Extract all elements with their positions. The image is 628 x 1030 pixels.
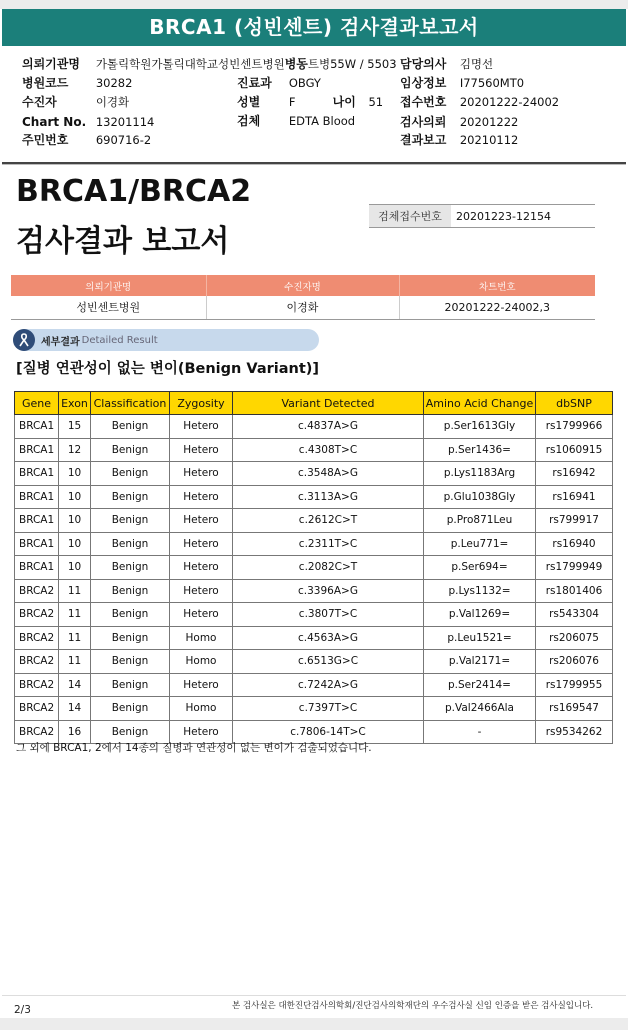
cell-amino: p.Ser1436= [424, 438, 536, 462]
benign-section-heading: [질병 연관성이 없는 변이(Benign Variant)] [16, 361, 320, 377]
chart-row [22, 114, 154, 131]
cell-exon: 10 [59, 532, 91, 556]
col-amino: Amino Acid Change [424, 392, 536, 415]
table-row [15, 626, 613, 650]
hospital-code-value: 30282 [95, 76, 133, 90]
top-gray-strip [0, 0, 628, 9]
dept-value: OBGY [288, 76, 321, 90]
cell-variant: c.7397T>C [233, 697, 424, 721]
cell-exon: 10 [59, 462, 91, 486]
hospital-code-row [22, 75, 132, 92]
cell-zygosity: Homo [170, 697, 233, 721]
cell-zygosity: Hetero [170, 485, 233, 509]
cell-exon: 14 [59, 673, 91, 697]
institution-table-header [11, 275, 595, 296]
bottom-gray-strip [0, 1018, 628, 1030]
report-title-bar: BRCA1 (성빈센트) 검사결과보고서 [2, 9, 626, 46]
inst-cell-chart: 20201222-24002,3 [399, 296, 595, 319]
cell-classification: Benign [91, 626, 170, 650]
cell-amino: p.Val2466Ala [424, 697, 536, 721]
cell-amino: p.Lys1132= [424, 579, 536, 603]
cell-variant: c.3548A>G [233, 462, 424, 486]
cell-dbsnp: rs1799966 [536, 415, 613, 439]
cell-zygosity: Hetero [170, 556, 233, 580]
page-number: 2/3 [14, 1004, 31, 1016]
table-row [15, 438, 613, 462]
col-exon: Exon [59, 392, 91, 415]
cell-variant: c.3396A>G [233, 579, 424, 603]
cell-classification: Benign [91, 415, 170, 439]
age-value: 51 [368, 95, 384, 109]
cell-variant: c.6513G>C [233, 650, 424, 674]
cell-amino: p.Lys1183Arg [424, 462, 536, 486]
cell-classification: Benign [91, 603, 170, 627]
receipt-row [400, 94, 559, 111]
cell-amino: p.Glu1038Gly [424, 485, 536, 509]
cell-variant: c.4308T>C [233, 438, 424, 462]
recipient-label: 수진자 [22, 95, 57, 109]
table-row [15, 579, 613, 603]
institution-label: 의뢰기관명 [22, 57, 80, 71]
cell-gene: BRCA1 [15, 532, 59, 556]
specimen-receipt-label: 검체접수번호 [369, 205, 451, 227]
cell-dbsnp: rs1060915 [536, 438, 613, 462]
chart-value: 13201114 [95, 115, 155, 129]
cell-gene: BRCA2 [15, 579, 59, 603]
cell-dbsnp: rs1799949 [536, 556, 613, 580]
cell-exon: 12 [59, 438, 91, 462]
inst-header-chart: 차트번호 [399, 275, 595, 296]
cell-variant: c.4837A>G [233, 415, 424, 439]
dept-row [237, 75, 321, 92]
cell-gene: BRCA2 [15, 626, 59, 650]
cell-amino: - [424, 720, 536, 744]
cell-zygosity: Hetero [170, 603, 233, 627]
cell-dbsnp: rs1799955 [536, 673, 613, 697]
cell-amino: p.Ser1613Gly [424, 415, 536, 439]
cell-exon: 11 [59, 650, 91, 674]
doctor-label: 담당의사 [400, 57, 447, 71]
cell-dbsnp: rs799917 [536, 509, 613, 533]
institution-row [22, 56, 397, 73]
cell-gene: BRCA1 [15, 556, 59, 580]
cell-classification: Benign [91, 485, 170, 509]
table-row [15, 556, 613, 580]
table-row [15, 603, 613, 627]
result-row [400, 132, 518, 149]
cell-amino: p.Val1269= [424, 603, 536, 627]
cell-zygosity: Hetero [170, 532, 233, 556]
big-title-line2: 검사결과 보고서 [16, 224, 230, 259]
cell-zygosity: Hetero [170, 720, 233, 744]
ribbon-icon [13, 329, 35, 351]
cell-variant: c.3807T>C [233, 603, 424, 627]
table-row [15, 415, 613, 439]
cell-classification: Benign [91, 673, 170, 697]
cell-exon: 14 [59, 697, 91, 721]
cell-dbsnp: rs16942 [536, 462, 613, 486]
cell-zygosity: Hetero [170, 579, 233, 603]
specimen-label: 검체 [237, 114, 261, 128]
header-divider-thin [2, 164, 626, 165]
table-row [15, 697, 613, 721]
cell-variant: c.2082C>T [233, 556, 424, 580]
cell-amino: p.Ser694= [424, 556, 536, 580]
inst-cell-institution: 성빈센트병원 [11, 296, 206, 319]
sex-row [237, 94, 383, 111]
cell-exon: 10 [59, 509, 91, 533]
table-row [15, 462, 613, 486]
sex-label: 성별 [237, 95, 261, 109]
id-row [22, 132, 151, 149]
institution-value: 가톨릭학원가톨릭대학교성빈센트병원 [95, 57, 285, 71]
cell-dbsnp: rs169547 [536, 697, 613, 721]
cell-exon: 10 [59, 485, 91, 509]
inst-header-recipient: 수진자명 [206, 275, 399, 296]
receipt-value: 20201222-24002 [459, 95, 560, 109]
col-gene: Gene [15, 392, 59, 415]
cell-exon: 11 [59, 579, 91, 603]
inst-header-institution: 의뢰기관명 [11, 275, 206, 296]
cell-zygosity: Hetero [170, 438, 233, 462]
result-label: 결과보고 [400, 133, 447, 147]
clinical-value: I77560MT0 [459, 76, 525, 90]
doctor-row [400, 56, 493, 73]
doctor-value: 김명선 [459, 57, 494, 71]
result-value: 20210112 [459, 133, 519, 147]
variant-table-header [15, 392, 613, 415]
recipient-row [22, 94, 129, 111]
cell-gene: BRCA1 [15, 415, 59, 439]
cell-variant: c.2612C>T [233, 509, 424, 533]
cell-classification: Benign [91, 532, 170, 556]
cell-classification: Benign [91, 438, 170, 462]
cell-gene: BRCA2 [15, 697, 59, 721]
cell-zygosity: Homo [170, 650, 233, 674]
cell-gene: BRCA2 [15, 603, 59, 627]
request-value: 20201222 [459, 115, 519, 129]
cell-zygosity: Hetero [170, 673, 233, 697]
cell-amino: p.Leu771= [424, 532, 536, 556]
cell-dbsnp: rs206076 [536, 650, 613, 674]
id-label: 주민번호 [22, 133, 69, 147]
cell-gene: BRCA2 [15, 650, 59, 674]
cell-classification: Benign [91, 509, 170, 533]
footer-divider [2, 995, 626, 996]
cell-amino: p.Leu1521= [424, 626, 536, 650]
detail-label-en: Detailed Result [81, 334, 158, 346]
cell-classification: Benign [91, 462, 170, 486]
cell-classification: Benign [91, 697, 170, 721]
variant-table [14, 391, 613, 744]
cell-zygosity: Hetero [170, 462, 233, 486]
cell-classification: Benign [91, 556, 170, 580]
detail-label: 세부결과 [41, 336, 80, 348]
cell-classification: Benign [91, 720, 170, 744]
cell-gene: BRCA1 [15, 509, 59, 533]
cell-zygosity: Hetero [170, 415, 233, 439]
request-row [400, 114, 518, 131]
cell-variant: c.3113A>G [233, 485, 424, 509]
receipt-label: 접수번호 [400, 95, 447, 109]
cell-dbsnp: rs206075 [536, 626, 613, 650]
cell-gene: BRCA2 [15, 673, 59, 697]
cell-amino: p.Val2171= [424, 650, 536, 674]
col-variant: Variant Detected [233, 392, 424, 415]
institution-table-row [11, 296, 595, 319]
cell-gene: BRCA2 [15, 720, 59, 744]
cell-variant: c.4563A>G [233, 626, 424, 650]
specimen-row [237, 113, 355, 130]
specimen-receipt-value: 20201223-12154 [456, 209, 551, 223]
cell-zygosity: Homo [170, 626, 233, 650]
table-row [15, 532, 613, 556]
sex-value: F [288, 95, 296, 109]
cell-dbsnp: rs543304 [536, 603, 613, 627]
big-title-line1: BRCA1/BRCA2 [16, 174, 252, 209]
table-row [15, 673, 613, 697]
cell-gene: BRCA1 [15, 438, 59, 462]
cell-variant: c.7242A>G [233, 673, 424, 697]
cell-exon: 10 [59, 556, 91, 580]
id-value: 690716-2 [95, 133, 152, 147]
institution-table [11, 275, 595, 320]
chart-label: Chart No. [22, 115, 87, 129]
cell-exon: 11 [59, 603, 91, 627]
table-row [15, 485, 613, 509]
specimen-value: EDTA Blood [288, 114, 356, 128]
cell-dbsnp: rs1801406 [536, 579, 613, 603]
clinical-row [400, 75, 524, 92]
recipient-value: 이경화 [95, 95, 130, 109]
cell-amino: p.Pro871Leu [424, 509, 536, 533]
clinical-label: 임상정보 [400, 76, 447, 90]
cell-classification: Benign [91, 650, 170, 674]
inst-cell-recipient: 이경화 [206, 296, 399, 319]
cell-zygosity: Hetero [170, 509, 233, 533]
cell-gene: BRCA1 [15, 485, 59, 509]
certification-note: 본 검사실은 대한진단검사의학회/진단검사의학재단의 우수검사실 신임 인증을 받은 검사실입니다. [232, 1001, 594, 1011]
cell-dbsnp: rs16941 [536, 485, 613, 509]
table-row [15, 509, 613, 533]
ward-value: 트병55W / 5503 [307, 57, 397, 71]
cell-dbsnp: rs9534262 [536, 720, 613, 744]
age-label: 나이 [332, 95, 356, 109]
cell-amino: p.Ser2414= [424, 673, 536, 697]
detail-result-pill [13, 329, 319, 351]
cell-exon: 16 [59, 720, 91, 744]
col-dbsnp: dbSNP [536, 392, 613, 415]
cell-dbsnp: rs16940 [536, 532, 613, 556]
footnote: 그 외에 BRCA1, 2에서 14종의 질병과 연관성이 없는 변이가 검출되었습니다. [16, 742, 372, 754]
cell-gene: BRCA1 [15, 462, 59, 486]
cell-exon: 11 [59, 626, 91, 650]
table-row [15, 650, 613, 674]
col-zygosity: Zygosity [170, 392, 233, 415]
cell-variant: c.2311T>C [233, 532, 424, 556]
request-label: 검사의뢰 [400, 115, 447, 129]
cell-variant: c.7806-14T>C [233, 720, 424, 744]
ward-label: 병동 [284, 57, 308, 71]
variant-table-body [15, 415, 613, 744]
specimen-receipt-box [369, 204, 595, 228]
hospital-code-label: 병원코드 [22, 76, 69, 90]
col-classification: Classification [91, 392, 170, 415]
dept-label: 진료과 [237, 76, 272, 90]
cell-exon: 15 [59, 415, 91, 439]
cell-classification: Benign [91, 579, 170, 603]
